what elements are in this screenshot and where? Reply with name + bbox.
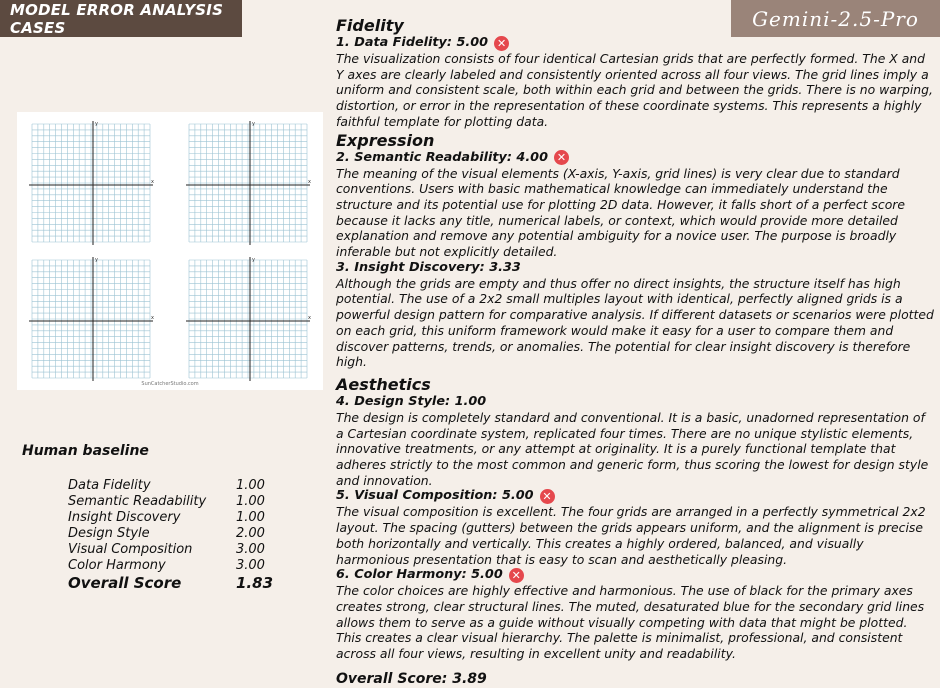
baseline-label: Semantic Readability xyxy=(68,494,207,509)
baseline-value: 3.00 xyxy=(236,558,265,573)
baseline-label: Visual Composition xyxy=(68,542,193,557)
x-axis-label: x xyxy=(151,315,154,321)
baseline-row xyxy=(68,526,286,542)
error-x-icon: ✕ xyxy=(540,489,555,504)
y-axis-label: y xyxy=(252,257,255,263)
baseline-row xyxy=(68,542,286,558)
criterion-title xyxy=(336,35,936,51)
baseline-value: 2.00 xyxy=(236,526,265,541)
criterion-title-text: 2. Semantic Readability: 4.00 xyxy=(336,149,548,165)
error-x-icon: ✕ xyxy=(554,150,569,165)
section-heading-aesthetics: Aesthetics xyxy=(336,374,431,394)
criterion-title xyxy=(336,488,936,504)
watermark-text: SunCatcherStudio.com xyxy=(141,381,199,387)
criterion-title-text: 3. Insight Discovery: 3.33 xyxy=(336,259,521,275)
baseline-label: Color Harmony xyxy=(68,558,166,573)
baseline-value: 1.00 xyxy=(236,494,265,509)
criterion-description: The visualization consists of four identical Cartesian grids that are perfectly formed. The X and Y axes are clearly labeled and consistently oriented across all four views. The grid lines imply a uniform and consistent scale, both within each grid and between the grids. There is no warping, distortion, or error in the representation of these coordinate systems. This represents a highly faithful template for plotting data. xyxy=(336,51,933,129)
baseline-row xyxy=(68,558,286,574)
baseline-value: 1.00 xyxy=(236,478,265,493)
criterion-description: Although the grids are empty and thus offer no direct insights, the structure itself has high potential. The use of a 2x2 small multiples layout with identical, perfectly aligned grids is a powerful design pattern for comparative analysis. If different datasets or scenarios were plotted on each grid, this uniform framework would make it easy for a user to compare them and discover patterns, trends, or anomalies. The potential for clear insight discovery is therefore high. xyxy=(336,275,934,370)
model-overall-score: Overall Score: 3.89 xyxy=(336,670,487,687)
cartesian-grid xyxy=(29,257,154,381)
error-x-icon: ✕ xyxy=(494,36,509,51)
baseline-overall-value: 1.83 xyxy=(236,574,274,592)
criterion-title xyxy=(336,260,936,276)
x-axis-label: x xyxy=(151,179,154,185)
cartesian-grid xyxy=(29,121,154,245)
cartesian-grid xyxy=(186,257,311,381)
criterion-title xyxy=(336,150,936,166)
criterion-description: The color choices are highly effective and harmonious. The use of black for the primary axes creates strong, clear structural lines. The muted, desaturated blue for the secondary grid lines allows them to serve as a guide without visually competing with data that might be plotted. This creates a clear visual hierarchy. The palette is minimalist, professional, and consistent across all four views, resulting in excellent unity and readability. xyxy=(336,583,925,662)
criterion-title-text: 5. Visual Composition: 5.00 xyxy=(336,488,534,504)
x-axis-label: x xyxy=(308,315,311,321)
y-axis-label: y xyxy=(95,121,98,127)
baseline-value: 1.00 xyxy=(236,510,265,525)
section-heading-expression: Expression xyxy=(336,130,435,150)
model-name-tag: Gemini-2.5-Pro xyxy=(731,0,940,37)
criterion-title-text: 1. Data Fidelity: 5.00 xyxy=(336,35,489,50)
baseline-label: Data Fidelity xyxy=(68,478,151,493)
criterion-title xyxy=(336,567,936,583)
criterion-title-text: 4. Design Style: 1.00 xyxy=(336,393,487,409)
baseline-row xyxy=(68,478,286,494)
baseline-label: Insight Discovery xyxy=(68,510,181,525)
criterion-title xyxy=(336,394,936,410)
error-x-icon: ✕ xyxy=(509,568,524,583)
baseline-title: Human baseline xyxy=(22,443,149,459)
baseline-value: 3.00 xyxy=(236,542,265,557)
baseline-label: Design Style xyxy=(68,526,150,541)
baseline-row xyxy=(68,494,286,510)
baseline-overall-label: Overall Score xyxy=(68,574,182,592)
x-axis-label: x xyxy=(308,179,311,185)
cartesian-grid xyxy=(186,121,311,245)
y-axis-label: y xyxy=(95,257,98,263)
criterion-description: The design is completely standard and conventional. It is a basic, unadorned representation of a Cartesian coordinate system, replicated four times. There are no unique stylistic elements, innovative treatments, or any attempt at originality. It is a purely functional template that adheres strictly to the most common and generic form, thus scoring the lowest for design style and innovation. xyxy=(336,409,929,488)
grid-chart-image xyxy=(17,112,323,390)
analysis-cases-tag: MODEL ERROR ANALYSIS CASES xyxy=(0,0,242,37)
criterion-title-text: 6. Color Harmony: 5.00 xyxy=(336,567,503,583)
baseline-table xyxy=(68,478,286,593)
grid-svg xyxy=(17,112,323,390)
baseline-overall-row xyxy=(68,574,286,593)
criterion-description: The meaning of the visual elements (X-axis, Y-axis, grid lines) is very clear due to standard conventions. Users with basic mathematical knowledge can immediately understand the structure and its potential use for plotting 2D data. However, it falls short of a perfect score because it lacks any title, numerical labels, or context, which would provide more detailed explanation and remove any potential ambiguity for a novice user. The purpose is broadly inferable but not explicitly detailed. xyxy=(336,165,905,260)
analysis-panel xyxy=(336,15,936,688)
y-axis-label: y xyxy=(252,121,255,127)
criterion-description: The visual composition is excellent. The four grids are arranged in a perfectly symmetrical 2x2 layout. The spacing (gutters) between the grids appears uniform, and the alignment is precise both horizontally and vertically. This creates a highly ordered, balanced, and visually harmonious presentation that is easy to scan and aesthetically pleasing. xyxy=(336,504,926,567)
baseline-row xyxy=(68,510,286,526)
section-heading-fidelity: Fidelity xyxy=(336,16,404,35)
